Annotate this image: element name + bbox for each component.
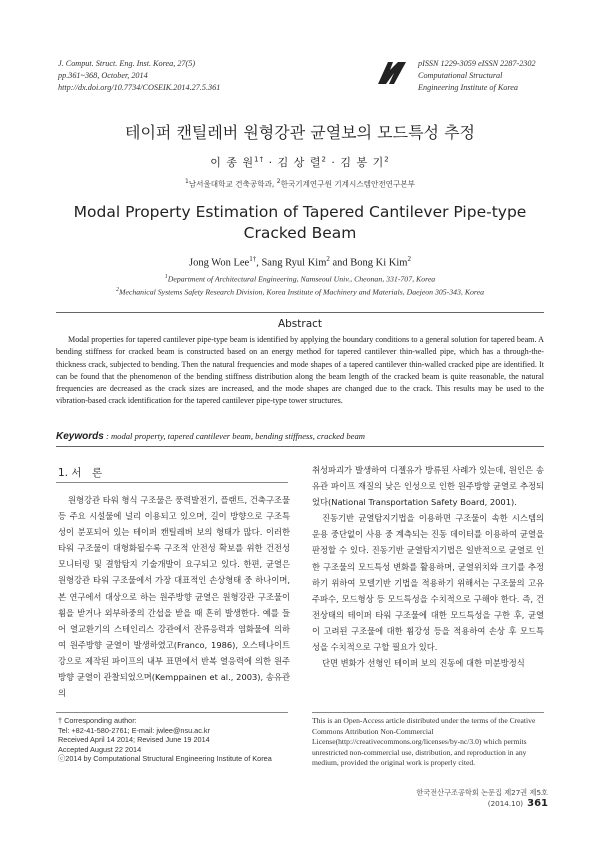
body-column-right: [312, 462, 544, 671]
affiliation-en-1: $^1$Department of Architectural Engineering, Namseoul Univ., Cheonan, 331-707, Korea: [164, 274, 436, 284]
keywords-label: Keywords: [56, 431, 104, 442]
abstract-top-rule: [56, 312, 544, 313]
body-paragraph: 취성파괴가 발생하여 디젤유가 방류된 사례가 있는데, 원인은 송유관 파이프 재질의 낮은 인성으로 인한 원주방향 균열로 추정되었다(National Transportation Safety Board, 2001).: [312, 465, 544, 508]
section-heading-introduction: 1. 서 론: [58, 467, 103, 479]
citation-line-1: J. Comput. Struct. Eng. Inst. Korea, 27(5): [58, 59, 196, 68]
issn-block: [418, 58, 568, 94]
society-line-1: Computational Structural: [418, 71, 503, 80]
body-paragraph: 원형강관 타워 형식 구조물은 풍력발전기, 플랜트, 건축구조물 등 주요 시설물에 널리 이용되고 있으며, 길이 방향으로 구조특성이 분포되어 있는 테이퍼 캔틸레버 보의 형태가 많다. 이러한 타워 구조물이 대형화될수록 구조적 안전성 확보를 위한 건전성 모니터링 및 결함탐지 기술개발이 요구되고 있다. 한편, 균열은 원형강관 타워 구조물에서 가장 대표적인 손상형태 중 하나이며, 본 연구에서 대상으로 하는 원주방향 균열은 원형강관 구조물이 휨을 받거나 외부하중의 간섭을 받을 때 흔히 발생한다. 예를 들어 열교환기의 스테인리스 강관에서 잔류응력과 염화물에 의하여 원주방향 균열이 발생하였고(Franco, 1986), 오스테나이트 강으로 제작된 파이프의 내부 표면에서 반복 열응력에 의한 원주방향 균열이 관찰되었으며(Kemppainen et al., 2003), 송유관의: [58, 495, 290, 699]
journal-citation: [58, 58, 318, 94]
title-korean: 테이퍼 캔틸레버 원형강관 균열보의 모드특성 추정: [124, 123, 475, 142]
issn-line: pISSN 1229-3059 eISSN 2287-2302: [418, 59, 536, 68]
title-english-line-2: Cracked Beam: [243, 224, 357, 242]
title-english-line-1: Modal Property Estimation of Tapered Cantilever Pipe-type: [73, 203, 527, 221]
citation-line-2: pp.361~368, October, 2014: [58, 71, 148, 80]
footnote-corresponding: [58, 716, 290, 764]
affiliations-english: [0, 272, 600, 297]
footnote-line: Accepted August 22 2014: [58, 744, 142, 754]
body-paragraph: 진동기반 균열탐지기법을 이용하면 구조물이 속한 시스템의 운용 중단없이 사용 중 계측되는 진동 데이터를 이용하여 균열을 판정할 수 있다. 진동기반 균열탐지기법은 일반적으로 균열로 인한 구조물의 모드특성 변화를 활용하며, 균열위치와 크기를 추정하기 위하여 모델기반 기법을 적용하기 위해서는 구조물의 고유주파수, 모드형상 등 모드특성을 수치적으로 구해야 한다. 즉, 건전상태의 테이퍼 타워 구조물에 대한 모드특성을 구한 후, 균열이 고려된 구조물에 대한 휨강성 등을 적용하여 손상 후 모드특성을 수치적으로 구할 필요가 있다.: [312, 513, 544, 653]
cosein-logo-icon: [376, 60, 408, 86]
body-paragraph: 단면 변화가 선형인 테이퍼 보의 진동에 대한 미분방정식: [322, 658, 525, 669]
abstract-bottom-rule: [56, 446, 544, 447]
footnote-line: Tel: +82-41-580-2761; E-mail: jwlee@nsu.ac.kr: [58, 725, 210, 735]
keywords-text: : modal property, tapered cantilever beam, bending stiffness, cracked beam: [103, 431, 365, 441]
society-line-2: Engineering Institute of Korea: [418, 83, 518, 92]
section-heading-rule: [56, 482, 288, 483]
affiliations-korean: $^1$남서울대학교 건축공학과, $^2$한국기계연구원 기계시스템안전연구본부: [184, 178, 416, 189]
page-number: 361: [527, 798, 548, 809]
footnote-rule-right: [312, 712, 544, 713]
footnote-line: Received April 14 2014; Revised June 19 2014: [58, 735, 210, 745]
footnote-rule-left: [56, 712, 288, 713]
open-access-notice: This is an Open-Access article distributed under the terms of the Creative Commons Attribution Non-Commercial License(http://creativecommons.org/licenses/by-nc/3.0) which permits unrestricted non-commercial use, distribution, and reproduction in any medium, provided the original work is properly cited.: [312, 716, 536, 768]
doi-link[interactable]: http://dx.doi.org/10.7734/COSEIK.2014.27.5.361: [58, 83, 221, 92]
affiliation-en-2: $^2$Mechanical Systems Safety Research Division, Korea Institute of Machinery and Materials, Daejeon 305-343, Korea: [115, 286, 485, 297]
footer-journal: 한국전산구조공학회 논문집 제27권 제5호(2014.10): [416, 788, 548, 808]
title-english: [0, 202, 600, 244]
abstract-heading: Abstract: [277, 318, 323, 330]
abstract-text: Modal properties for tapered cantilever pipe-type beam is identified by applying the boundary conditions to a general solution for tapered beam. A bending stiffness for cracked beam is constructed based on an energy method for tapered cantilever thin-walled pipe, which has a through-the-thickness crack, subjected to bending. Then the natural frequencies and mode shapes of a tapered cantilever thin-walled cracked pipe are identified. It can be found that the phenomenon of the bending stiffness distribution along the beam length of the cracked beam is quite reasonable, the natural frequencies are decreased as the crack sizes are increased, and the mode shapes are changed due to the crack. This results may be used to the vibration-based crack identification for the tapered cantilever pipe-type tower structures.: [56, 335, 544, 406]
footnote-line: † Corresponding author:: [58, 716, 137, 725]
body-column-left: [58, 492, 290, 701]
page-footer: [372, 788, 548, 809]
authors-korean: 이 종 원$^{1\dagger}$ · 김 상 렬$^2$ · 김 봉 기$^2$: [210, 155, 390, 169]
footnote-line: ⓒ2014 by Computational Structural Engineering Institute of Korea: [58, 754, 272, 764]
authors-english: Jong Won Lee$^{1\dagger}$, Sang Ryul Kim$^2$ and Bong Ki Kim$^2$: [189, 255, 411, 269]
keywords: [56, 431, 544, 442]
